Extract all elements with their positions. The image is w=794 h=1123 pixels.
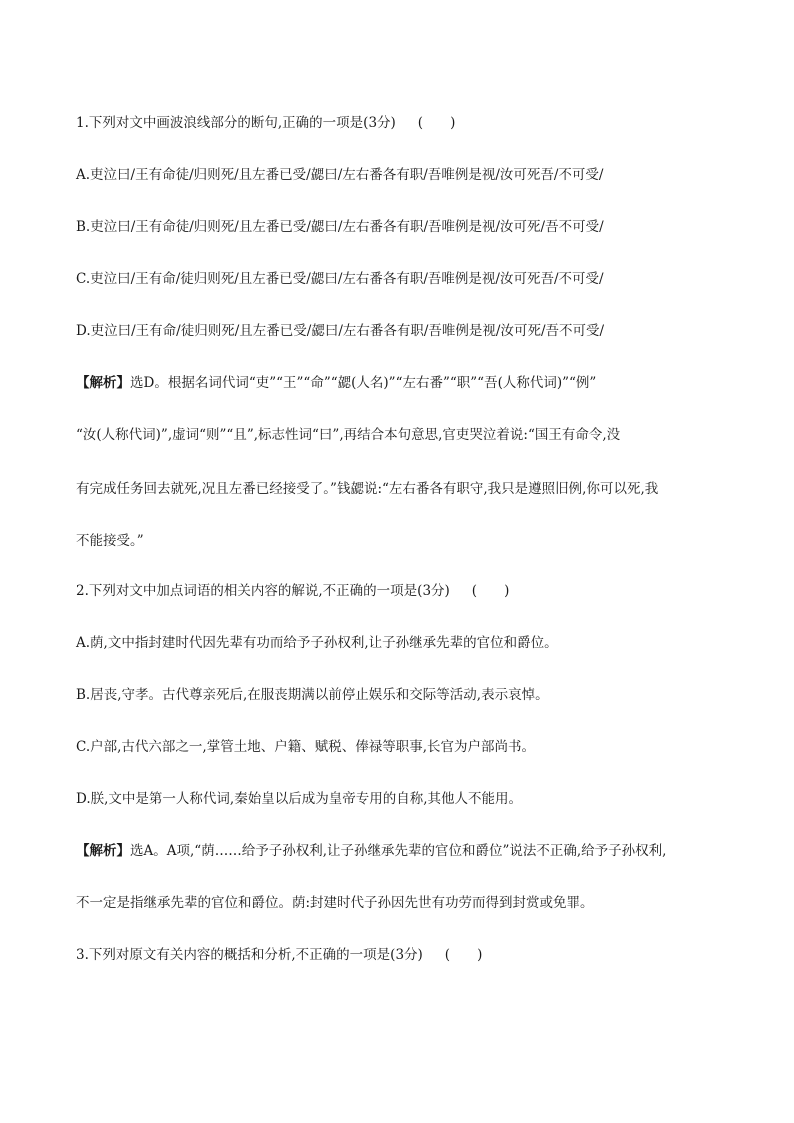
question-2-option-c: C.户部,古代六部之一,掌管土地、户籍、赋税、俸禄等职事,长官为户部尚书。 [76, 739, 536, 755]
answer-blank: ( ) [471, 583, 510, 599]
question-2-option-a: A.荫,文中指封建时代因先辈有功而给予子孙权利,让子孙继承先辈的官位和爵位。 [76, 635, 558, 651]
question-2-option-d: D.朕,文中是第一人称代词,秦始皇以后成为皇帝专用的自称,其他人不能用。 [76, 791, 523, 807]
analysis-text: 选A。A项,“荫……给予子孙权利,让子孙继承先辈的官位和爵位”说法不正确,给予子孙权利, [130, 843, 667, 859]
question-1-option-b: B.吏泣曰/王有命徒/归则死/且左番已受/勰曰/左右番各有职/吾唯例是视/汝可死/吾不可受/ [76, 219, 604, 235]
analysis-text: 选D。根据名词代词“吏”“王”“命”“勰(人名)”“左右番”“职”“吾(人称代词)”“例” [130, 375, 597, 391]
analysis-label: 【解析】 [76, 843, 130, 859]
question-3-text: 3.下列对原文有关内容的概括和分析,不正确的一项是(3分) [76, 947, 423, 963]
question-2-analysis-line-1 [76, 842, 756, 860]
question-3-stem [76, 946, 756, 964]
question-1-analysis-line-3: 有完成任务回去就死,况且左番已经接受了。”钱勰说:“左右番各有职守,我只是遵照旧例,你可以死,我 [76, 481, 659, 497]
question-2-text: 2.下列对文中加点词语的相关内容的解说,不正确的一项是(3分) [76, 583, 450, 599]
question-2-stem [76, 582, 756, 600]
question-1-option-a: A.吏泣曰/王有命徒/归则死/且左番已受/勰曰/左右番各有职/吾唯例是视/汝可死吾/不可受/ [76, 167, 604, 183]
question-1-option-c: C.吏泣曰/王有命/徒归则死/且左番已受/勰曰/左右番各有职/吾唯例是视/汝可死吾/不可受/ [76, 271, 604, 287]
question-2-analysis-line-2: 不一定是指继承先辈的官位和爵位。荫:封建时代子孙因先世有功劳而得到封赏或免罪。 [76, 895, 594, 911]
question-1-analysis-line-4: 不能接受。” [76, 533, 144, 549]
question-1-stem [76, 114, 756, 132]
question-1-option-d: D.吏泣曰/王有命/徒归则死/且左番已受/勰曰/左右番各有职/吾唯例是视/汝可死/吾不可受/ [76, 323, 605, 339]
answer-blank: ( ) [444, 947, 483, 963]
question-1-analysis-line-2: “汝(人称代词)”,虚词“则”“且”,标志性词“曰”,再结合本句意思,官吏哭泣着说:“国王有命令,没 [76, 427, 621, 443]
question-1-analysis-line-1 [76, 374, 756, 392]
question-1-text: 1.下列对文中画波浪线部分的断句,正确的一项是(3分) [76, 115, 396, 131]
analysis-label: 【解析】 [76, 375, 130, 391]
question-2-option-b: B.居丧,守孝。古代尊亲死后,在服丧期满以前停止娱乐和交际等活动,表示哀悼。 [76, 687, 549, 703]
answer-blank: ( ) [417, 115, 456, 131]
